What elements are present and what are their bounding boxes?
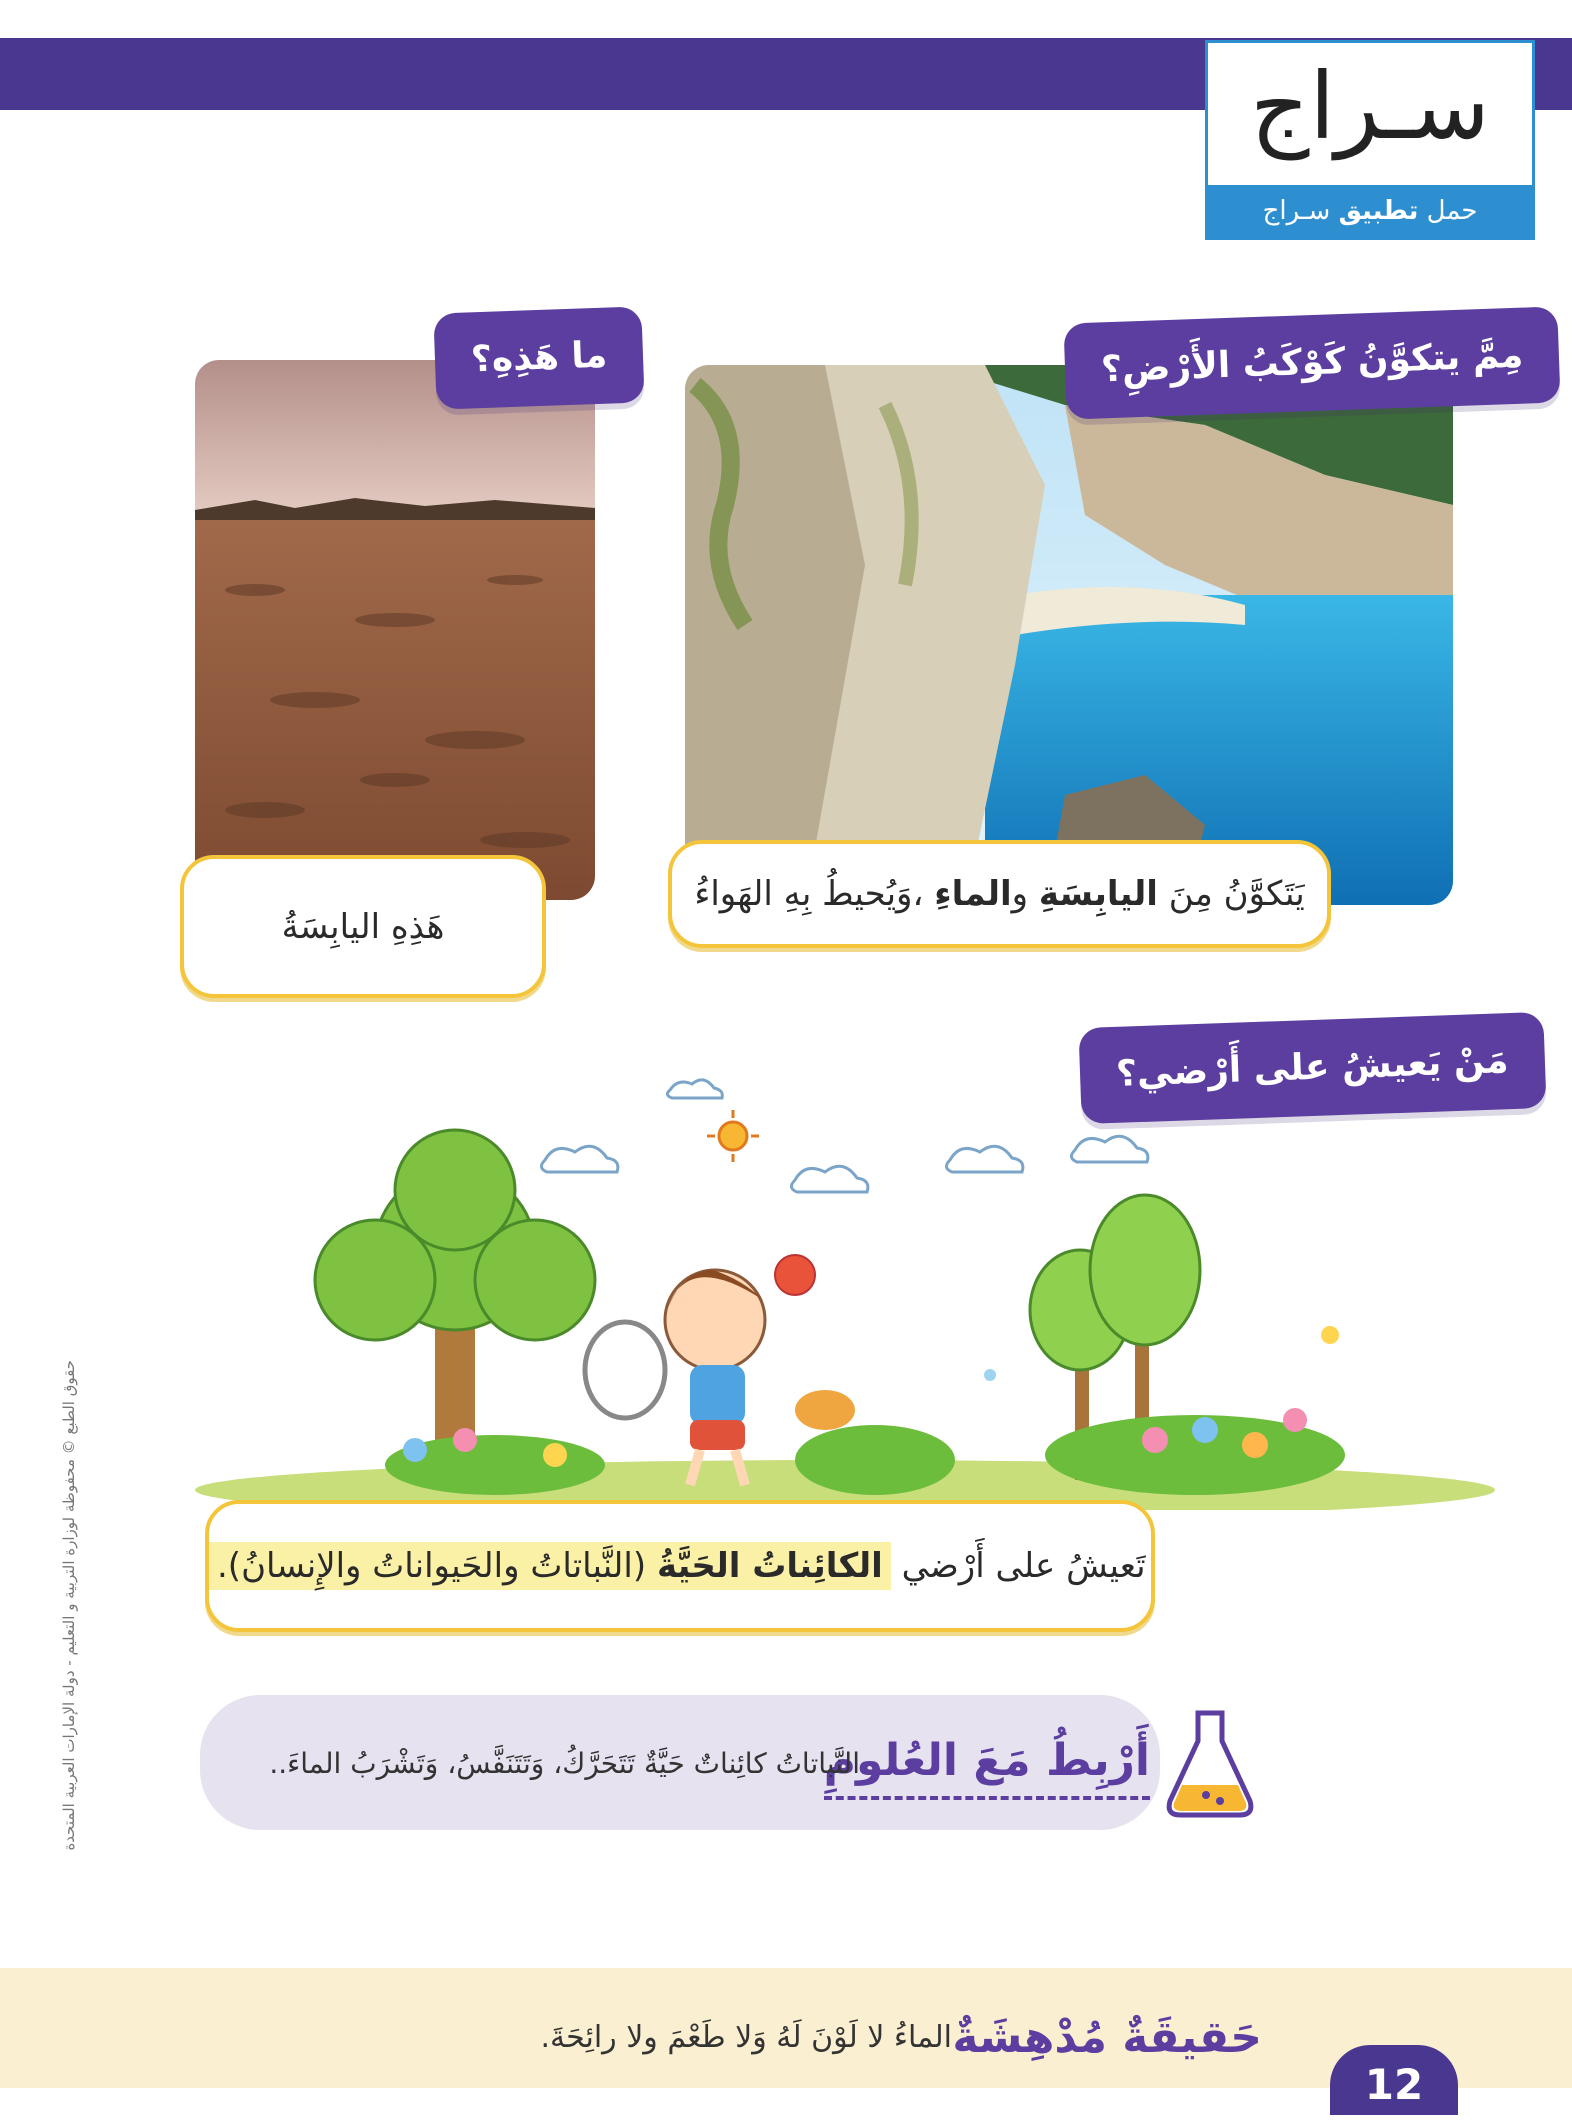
cloud-icon bbox=[541, 1080, 1147, 1192]
earth-answer-card bbox=[668, 840, 1331, 948]
question-this-tag: ما هَذِهِ؟ bbox=[433, 306, 644, 409]
dragonfly-icon bbox=[984, 1369, 996, 1381]
cat-icon bbox=[795, 1390, 855, 1430]
cliff-sea-illustration bbox=[685, 365, 1453, 905]
dry-land-illustration bbox=[195, 360, 595, 900]
earth-answer-land: اليابِسَةِ bbox=[1038, 874, 1158, 914]
this-answer-card bbox=[180, 855, 546, 998]
side-copyright: حقوق الطبع © محفوظة لوزارة التربية و التعليم - دولة الإمارات العربية المتحدة bbox=[60, 1360, 78, 1851]
living-answer-post: (النَّباتاتُ والحَيواناتُ والإِنسانُ). bbox=[217, 1546, 647, 1586]
strip-suffix: سـراج bbox=[1262, 196, 1331, 226]
this-answer-text: هَذِهِ اليابِسَةُ bbox=[281, 906, 445, 947]
siraj-logo[interactable] bbox=[1205, 40, 1535, 240]
question-earth-tag: مِمَّ يتكوَّنُ كَوْكَبُ الأَرْضِ؟ bbox=[1063, 306, 1560, 419]
fact-text: الماءُ لا لَوْنَ لَهُ وَلا طَعْمَ ولا رائِحَةَ. bbox=[540, 2020, 952, 2055]
earth-answer-post: ،وَيُحيطُ بِهِ الهَواءُ bbox=[694, 874, 924, 914]
earth-answer-and: و bbox=[1011, 874, 1029, 914]
park-scene bbox=[195, 1070, 1495, 1510]
earth-photo bbox=[685, 365, 1453, 905]
science-title: أَرْبِطُ مَعَ العُلومِ bbox=[824, 1735, 1150, 1800]
sun-icon bbox=[707, 1110, 759, 1162]
strip-prefix: حمل bbox=[1426, 196, 1478, 226]
butterfly-icon bbox=[1321, 1326, 1339, 1344]
fact-title: حَقيقَةٌ مُدْهِشَةٌ bbox=[952, 2012, 1262, 2063]
dry-land-photo bbox=[195, 360, 595, 900]
racket-icon bbox=[585, 1322, 665, 1418]
living-answer-card bbox=[205, 1500, 1155, 1632]
earth-answer-pre: يَتَكوَّنُ مِنَ bbox=[1168, 874, 1305, 914]
logo-word: سـراج bbox=[1250, 53, 1490, 160]
strip-bold: تطبيق bbox=[1338, 196, 1419, 226]
science-text: النَّباتاتُ كائِناتٌ حَيَّةٌ تَتَحَرَّكُ، وَتَتَنَفَّسُ، وَتَشْرَبُ الماءَ.. bbox=[269, 1747, 860, 1780]
living-answer-bold: الكائِناتُ الحَيَّةُ bbox=[656, 1546, 883, 1586]
living-things-illustration bbox=[195, 1070, 1495, 1510]
flask-icon bbox=[1160, 1705, 1260, 1825]
living-answer-pre: تَعيشُ على أَرْضي bbox=[901, 1546, 1146, 1586]
living-highlight bbox=[209, 1542, 891, 1590]
ball-icon bbox=[775, 1255, 815, 1295]
science-link-box bbox=[200, 1695, 1160, 1830]
page-number: 12 bbox=[1330, 2045, 1458, 2115]
question-who-tag: مَنْ يَعيشُ على أَرْضي؟ bbox=[1078, 1012, 1546, 1124]
earth-answer-water: الماءِ bbox=[934, 874, 1012, 914]
logo-download-strip[interactable] bbox=[1208, 185, 1532, 237]
boy-figure bbox=[665, 1270, 765, 1485]
